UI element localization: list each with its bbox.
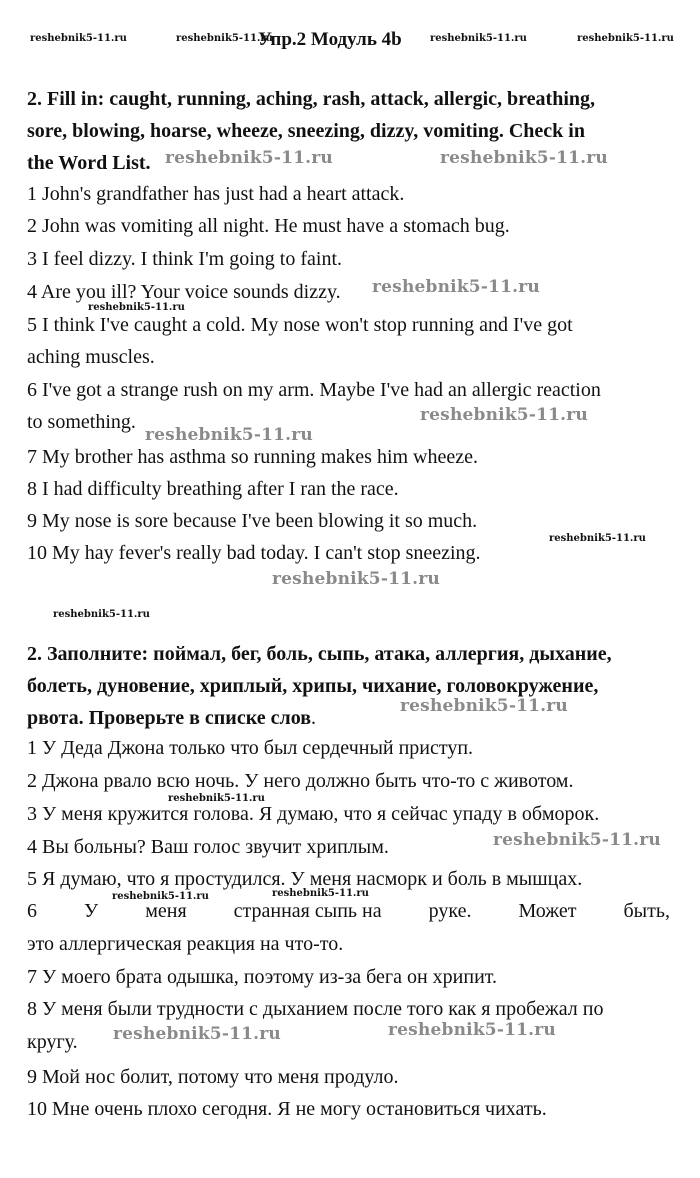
answer-line: 3 I feel dizzy. I think I'm going to faint. [27, 248, 342, 270]
heading-line: sore, blowing, hoarse, wheeze, sneezing, dizzy, vomiting. Check in [27, 120, 585, 142]
translation-line: 9 Мой нос болит, потому что меня продуло. [27, 1066, 399, 1088]
watermark: reshebnik5-11.ru [168, 793, 265, 804]
translation-line: 7 У моего брата одышка, поэтому из-за бега он хрипит. [27, 966, 498, 988]
answer-line: 9 My nose is sore because I've been blowing it so much. [27, 510, 478, 532]
page-title: Упр.2 Модуль 4b [258, 29, 402, 50]
answer-line: 5 I think I've caught a cold. My nose won't stop running and I've got [27, 314, 573, 336]
watermark: reshebnik5-11.ru [112, 891, 209, 902]
answer-line: aching muscles. [27, 346, 155, 368]
translation-line: 3 У меня кружится голова. Я думаю, что я сейчас упаду в обморок. [27, 803, 600, 825]
heading-line: болеть, дуновение, хриплый, хрипы, чихание, головокружение, [27, 675, 599, 697]
watermark: reshebnik5-11.ru [88, 302, 185, 313]
watermark: reshebnik5-11.ru [420, 405, 588, 425]
word: быть, [623, 900, 670, 922]
word: меня [145, 900, 187, 922]
watermark: reshebnik5-11.ru [400, 696, 568, 716]
answer-line: 6 I've got a strange rush on my arm. Maybe I've had an allergic reaction [27, 379, 601, 401]
watermark: reshebnik5-11.ru [440, 148, 608, 168]
translation-line: 2 Джона рвало всю ночь. У него должно быть что-то с животом. [27, 770, 574, 792]
answer-line: 1 John's grandfather has just had a heart attack. [27, 183, 405, 205]
watermark: reshebnik5-11.ru [372, 277, 540, 297]
watermark: reshebnik5-11.ru [272, 569, 440, 589]
answer-line: 8 I had difficulty breathing after I ran the race. [27, 478, 399, 500]
heading-line: 2. Заполните: поймал, бег, боль, сыпь, атака, аллергия, дыхание, [27, 643, 612, 665]
word: У [84, 900, 99, 922]
heading-line: 2. Fill in: caught, running, aching, rash, attack, allergic, breathing, [27, 88, 595, 110]
answer-line: 10 My hay fever's really bad today. I can't stop sneezing. [27, 542, 481, 564]
watermark: reshebnik5-11.ru [493, 830, 661, 850]
heading-period: . [311, 707, 316, 729]
translation-line: 4 Вы больны? Ваш голос звучит хриплым. [27, 836, 389, 858]
watermark: reshebnik5-11.ru [30, 33, 127, 44]
answer-line: 7 My brother has asthma so running makes him wheeze. [27, 446, 479, 468]
watermark: reshebnik5-11.ru [113, 1024, 281, 1044]
watermark: reshebnik5-11.ru [577, 33, 674, 44]
answer-line: 4 Are you ill? Your voice sounds dizzy. [27, 281, 341, 303]
translation-line: 8 У меня были трудности с дыханием после того как я пробежал по [27, 998, 604, 1020]
watermark: reshebnik5-11.ru [388, 1020, 556, 1040]
word: руке. [428, 900, 472, 922]
translation-line: 10 Мне очень плохо сегодня. Я не могу остановиться чихать. [27, 1098, 547, 1120]
translation-line [27, 900, 670, 923]
watermark: reshebnik5-11.ru [549, 533, 646, 544]
watermark: reshebnik5-11.ru [165, 148, 333, 168]
heading-line [27, 702, 677, 734]
translation-line: 1 У Деда Джона только что был сердечный приступ. [27, 737, 474, 759]
translation-line: кругу. [27, 1031, 78, 1053]
heading-line: the Word List. [27, 152, 151, 174]
heading-text: рвота. Проверьте в списке слов [27, 707, 311, 729]
word: 6 [27, 900, 37, 922]
translation-line: 5 Я думаю, что я простудился. У меня насморк и боль в мышцах. [27, 868, 583, 890]
answer-line: to something. [27, 411, 136, 433]
watermark: reshebnik5-11.ru [145, 425, 313, 445]
watermark: reshebnik5-11.ru [53, 609, 150, 620]
word: Может [518, 900, 577, 922]
watermark: reshebnik5-11.ru [430, 33, 527, 44]
answer-line: 2 John was vomiting all night. He must have a stomach bug. [27, 215, 510, 237]
word: странная сыпь на [233, 900, 382, 922]
watermark: reshebnik5-11.ru [176, 33, 273, 44]
exercise-heading-ru [27, 638, 677, 734]
watermark: reshebnik5-11.ru [272, 888, 369, 899]
translation-line: это аллергическая реакция на что-то. [27, 933, 344, 955]
